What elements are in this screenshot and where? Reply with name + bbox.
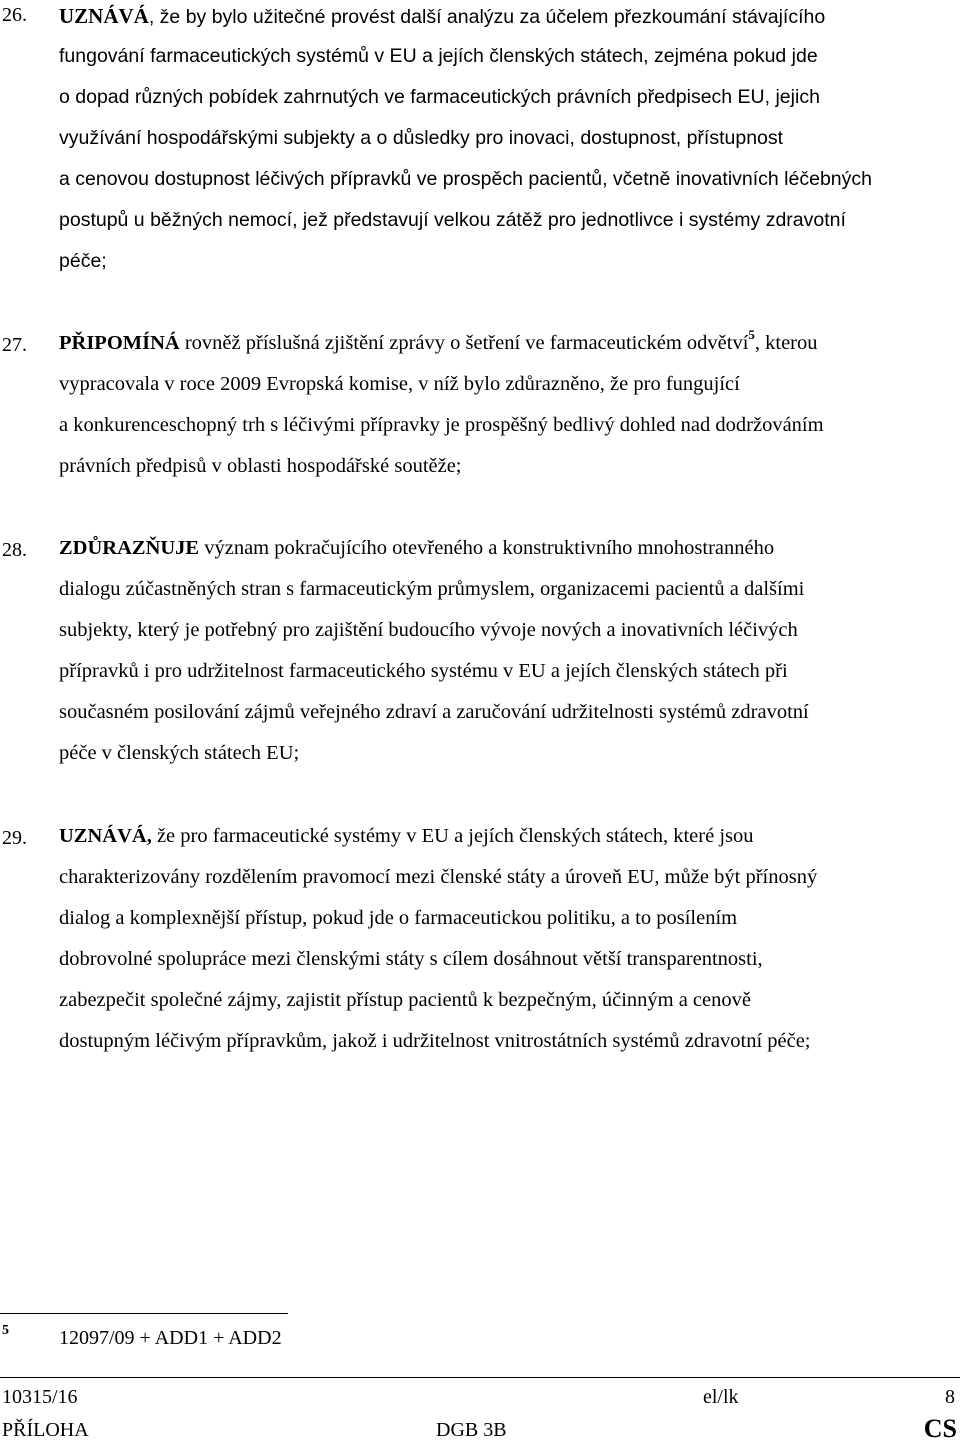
paragraph-lead: UZNÁVÁ, [59,825,152,847]
author-initials: el/lk [703,1386,739,1408]
paragraph-lead: UZNÁVÁ [59,4,149,28]
paragraph-line: o dopad různých pobídek zahrnutých ve farmaceutických právních předpisech EU, jejich [59,86,820,108]
paragraph-line: péče v členských státech EU; [59,742,300,764]
document-code: 10315/16 [2,1386,78,1408]
paragraph-line: dostupným léčivým přípravkům, jakož i udržitelnost vnitrostátních systémů zdravotní péče; [59,1030,811,1052]
paragraph-line: , kterou [754,332,818,354]
paragraph-line: a konkurenceschopný trh s léčivými přípravky je prospěšný bedlivý dohled nad dodržováním [59,414,824,436]
paragraph-line: , že by bylo užitečné provést další analýzu za účelem přezkoumání stávajícího [148,6,826,28]
language-code: CS [923,1414,957,1443]
paragraph-line: a cenovou dostupnost léčivých přípravků ve prospěch pacientů, včetně inovativních léčebných [59,168,872,190]
paragraph-line: fungování farmaceutických systémů v EU a jejích členských státech, zejména pokud jde [59,45,818,67]
paragraph-number: 26. [2,4,27,26]
paragraph-lead: ZDŮRAZŇUJE [59,537,200,559]
paragraph-line: současném posilování zájmů veřejného zdraví a zaručování udržitelnosti systémů zdravotní [59,701,809,723]
paragraph-line: přípravků i pro udržitelnost farmaceutického systému v EU a jejích členských státech při [59,660,788,682]
paragraph-number: 29. [2,827,27,849]
paragraph-line: význam pokračujícího otevřeného a konstruktivního mnohostranného [199,537,775,559]
paragraph-line: zabezpečit společné zájmy, zajistit přístup pacientů k bezpečným, účinným a cenově [59,989,751,1011]
footnote-separator [0,1313,288,1314]
paragraph-line: vypracovala v roce 2009 Evropská komise, v níž bylo zdůrazněno, že pro fungující [59,373,740,395]
annex-label: PŘÍLOHA [2,1419,89,1441]
paragraph-line: subjekty, který je potřebný pro zajištění budoucího vývoje nových a inovativních léčivých [59,619,798,641]
paragraph-line: péče; [59,250,107,272]
footnote-text: 12097/09 + ADD1 + ADD2 [59,1327,282,1349]
paragraph-line: dialogu zúčastněných stran s farmaceutickým průmyslem, organizacemi pacientů a dalšími [59,578,805,600]
footnote-reference[interactable]: 5 [748,327,755,343]
paragraph-line: dobrovolné spolupráce mezi členskými státy s cílem dosáhnout větší transparentnosti, [59,948,763,970]
paragraph-line: využívání hospodářskými subjekty a o důsledky pro inovaci, dostupnost, přístupnost [59,127,784,149]
paragraph-lead: PŘIPOMÍNÁ [59,332,180,354]
paragraph-line: postupů u běžných nemocí, jež představují velkou zátěž pro jednotlivce i systémy zdravotní [59,209,846,231]
footer-separator [0,1377,960,1378]
paragraph-line: dialog a komplexnější přístup, pokud jde o farmaceutickou politiku, a to posílením [59,907,738,929]
directorate-code: DGB 3B [436,1419,507,1441]
page-number: 8 [945,1386,955,1408]
paragraph-number: 27. [2,334,27,356]
footnote-mark: 5 [2,1323,9,1338]
paragraph-line: že pro farmaceutické systémy v EU a jejích členských státech, které jsou [151,825,754,847]
paragraph-line: právních předpisů v oblasti hospodářské soutěže; [59,455,462,477]
paragraph-line: rovněž příslušná zjištění zprávy o šetření ve farmaceutickém odvětví [179,332,749,354]
paragraph-number: 28. [2,539,27,561]
paragraph-line: charakterizovány rozdělením pravomocí mezi členské státy a úroveň EU, může být přínosný [59,866,818,888]
